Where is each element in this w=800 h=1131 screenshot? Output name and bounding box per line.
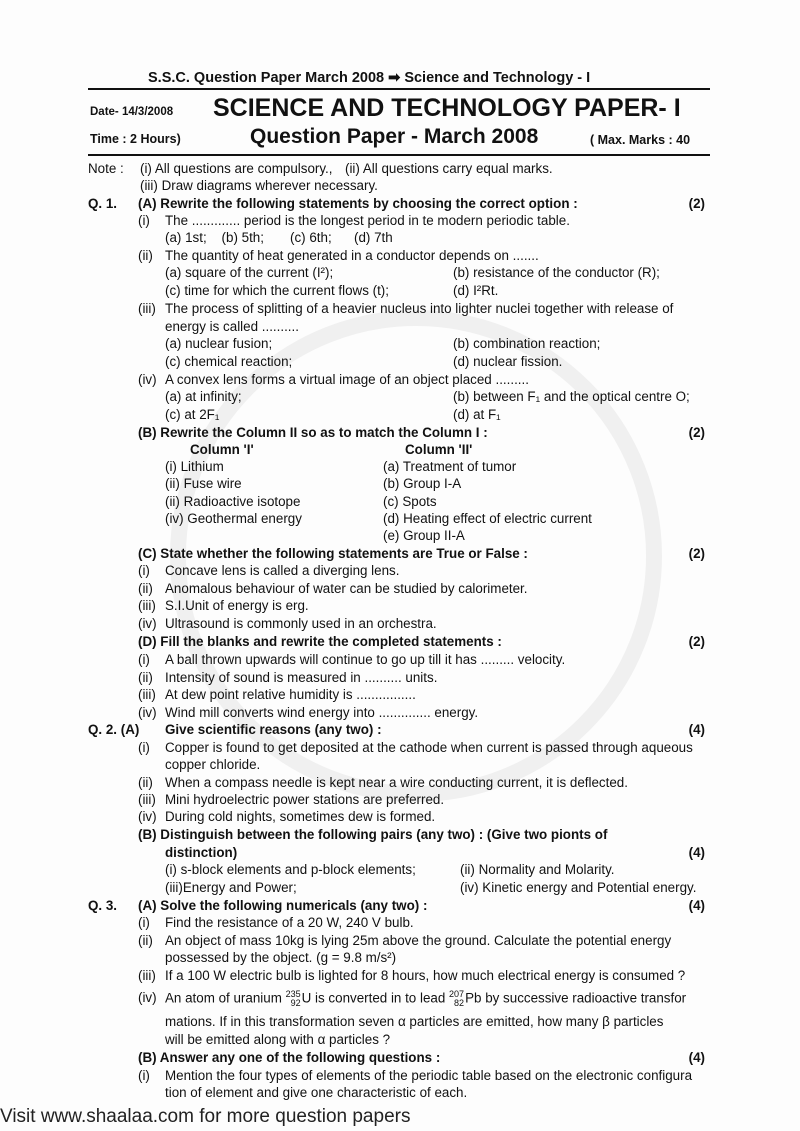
section-heading: distinction) [165, 845, 238, 860]
atomic-number: 82 [454, 998, 465, 1008]
section-heading: (A) Rewrite the following statements by choosing the correct option : [138, 196, 578, 211]
element-symbol: U [301, 990, 312, 1006]
item-number: (ii) [138, 669, 153, 685]
statement: A ball thrown upwards will continue to go up till it has ......... velocity. [165, 652, 566, 667]
statement: Mini hydroelectric power stations are preferred. [165, 791, 445, 807]
marks: (4) [688, 845, 705, 860]
options: (a) 1st; (b) 5th; (c) 6th; (d) 7th [165, 230, 393, 245]
marks: (4) [688, 1050, 705, 1065]
statement: Concave lens is called a diverging lens. [165, 563, 400, 578]
option: (b) resistance of the conductor (R); [453, 265, 660, 280]
pair: (iv) Kinetic energy and Potential energy. [460, 879, 697, 895]
column-header: Column 'I' [190, 442, 254, 457]
question-text: If a 100 W electric bulb is lighted for 8 hours, how much electrical energy is consumed ? [165, 968, 686, 983]
item-number: (i) [138, 1068, 150, 1083]
option: (a) at infinity; [165, 389, 242, 404]
section-heading: (C) State whether the following statements are True or False : [138, 546, 528, 561]
uranium-isotope [286, 990, 301, 1008]
question-text: The quantity of heat generated in a conductor depends on ....... [165, 248, 539, 263]
question-number: Q. 2. (A) [88, 722, 140, 737]
item-number: (iii) [138, 791, 156, 807]
statement: At dew point relative humidity is ................ [165, 687, 416, 702]
item-number: (i) [138, 652, 150, 667]
item-number: (iv) [138, 809, 157, 825]
option: (b) between F₁ and the optical centre O; [453, 389, 690, 404]
column-2-item: (e) Group II-A [383, 528, 465, 544]
option: (a) square of the current (I²); [165, 265, 334, 280]
paper-title: SCIENCE AND TECHNOLOGY PAPER- I [213, 94, 681, 122]
item-number: (iii) [138, 687, 156, 702]
text: is converted in to lead [315, 990, 446, 1006]
column-header: Column 'II' [405, 442, 473, 457]
question-text: A convex lens forms a virtual image of an object placed ......... [165, 372, 529, 387]
question-text: energy is called .......... [165, 319, 299, 334]
marks: (2) [688, 546, 705, 561]
option: (c) at 2F₁ [165, 407, 220, 422]
exam-time: Time : 2 Hours) [90, 132, 181, 146]
pair: (iii)Energy and Power; [165, 879, 297, 895]
question-text [165, 990, 686, 1008]
note-text: (iii) Draw diagrams wherever necessary. [140, 178, 378, 193]
pair: (ii) Normality and Molarity. [460, 862, 615, 877]
pair: (i) s-block elements and p-block elements; [165, 862, 416, 877]
question-text: possessed by the object. (g = 9.8 m/s²) [165, 950, 397, 965]
statement: Wind mill converts wind energy into .............. energy. [165, 704, 479, 720]
marks: (2) [688, 425, 705, 440]
max-marks: ( Max. Marks : 40 [590, 133, 691, 147]
question-text: tion of element and give one characteristic of each. [165, 1085, 468, 1100]
column-1-item: (i) Lithium [165, 459, 224, 474]
statement: Anomalous behaviour of water can be studied by calorimeter. [165, 580, 528, 596]
option: (d) at F₁ [453, 407, 501, 422]
question-text: Mention the four types of elements of the periodic table based on the electronic configura [165, 1068, 693, 1083]
question-text: will be emitted along with α particles ? [165, 1032, 391, 1047]
question-text: mations. If in this transformation seven α particles are emitted, how many β particles [165, 1014, 664, 1029]
statement: Intensity of sound is measured in .......... units. [165, 669, 438, 685]
item-number: (i) [138, 915, 150, 930]
item-number: (i) [138, 563, 150, 578]
divider [88, 88, 710, 90]
note-label: Note : [88, 161, 124, 176]
option: (d) I²Rt. [453, 283, 499, 298]
option: (a) nuclear fusion; [165, 336, 273, 351]
item-number: (ii) [138, 248, 153, 263]
section-heading: (B) Rewrite the Column II so as to match the Column I : [138, 425, 488, 440]
item-number: (iv) [138, 704, 157, 720]
column-2-item: (d) Heating effect of electric current [383, 510, 592, 526]
paper-subtitle: Question Paper - March 2008 [250, 125, 539, 148]
footer-link[interactable]: Visit www.shaalaa.com for more question papers [0, 1106, 411, 1127]
option: (c) chemical reaction; [165, 354, 293, 369]
item-number: (ii) [138, 580, 153, 596]
question-text: The ............. period is the longest period in te modern periodic table. [165, 213, 570, 228]
column-2-item: (c) Spots [383, 493, 437, 509]
column-1-item: (iv) Geothermal energy [165, 510, 302, 526]
lead-isotope [449, 990, 464, 1008]
marks: (2) [688, 196, 705, 211]
column-1-item: (ii) Fuse wire [165, 476, 242, 492]
exam-date: Date- 14/3/2008 [90, 106, 174, 118]
marks: (2) [688, 634, 705, 649]
option: (d) nuclear fission. [453, 354, 563, 369]
note-text: (ii) All questions carry equal marks. [345, 161, 553, 176]
item-number: (iv) [138, 615, 157, 631]
item-number: (iv) [138, 990, 157, 1005]
statement: During cold nights, sometimes dew is formed. [165, 809, 436, 825]
mass-number: 235 [285, 989, 301, 999]
question-text: The process of splitting of a heavier nucleus into lighter nuclei together with release of [165, 301, 674, 316]
marks: (4) [688, 722, 705, 737]
section-heading: Give scientific reasons (any two) : [165, 722, 382, 737]
column-1-item: (ii) Radioactive isotope [165, 493, 301, 509]
statement: Copper is found to get deposited at the cathode when current is passed through aqueous [165, 740, 693, 755]
question-text: An object of mass 10kg is lying 25m above the ground. Calculate the potential energy [165, 933, 672, 948]
column-2-item: (b) Group I-A [383, 476, 462, 492]
statement: When a compass needle is kept near a wire conducting current, it is deflected. [165, 774, 628, 790]
text: An atom of uranium [165, 990, 282, 1006]
element-symbol: Pb [465, 990, 482, 1006]
item-number: (iii) [138, 968, 156, 983]
item-number: (ii) [138, 774, 153, 790]
option: (b) combination reaction; [453, 336, 601, 351]
item-number: (i) [138, 740, 150, 755]
marks: (4) [688, 898, 705, 913]
item-number: (i) [138, 213, 150, 228]
item-number: (iii) [138, 598, 156, 613]
statement: S.I.Unit of energy is erg. [165, 598, 309, 613]
question-number: Q. 3. [88, 898, 118, 913]
section-heading: (B) Distinguish between the following pairs (any two) : (Give two pionts of [138, 827, 608, 842]
section-heading: (D) Fill the blanks and rewrite the completed statements : [138, 634, 502, 649]
option: (c) time for which the current flows (t); [165, 283, 389, 298]
section-heading: (B) Answer any one of the following questions : [138, 1050, 441, 1065]
divider [88, 154, 710, 156]
question-number: Q. 1. [88, 196, 118, 211]
item-number: (ii) [138, 933, 153, 948]
question-text: Find the resistance of a 20 W, 240 V bulb. [165, 915, 414, 930]
atomic-number: 92 [290, 998, 301, 1008]
statement: Ultrasound is commonly used in an orchestra. [165, 615, 437, 631]
running-header: S.S.C. Question Paper March 2008 ➡ Science and Technology - I [148, 70, 591, 86]
column-2-item: (a) Treatment of tumor [383, 459, 517, 474]
mass-number: 207 [449, 989, 465, 999]
section-heading: (A) Solve the following numericals (any two) : [138, 898, 428, 913]
text: by successive radioactive transfor [485, 990, 687, 1006]
item-number: (iii) [138, 301, 156, 316]
note-text: (i) All questions are compulsory., [140, 161, 333, 176]
item-number: (iv) [138, 372, 157, 387]
statement: copper chloride. [165, 757, 261, 773]
